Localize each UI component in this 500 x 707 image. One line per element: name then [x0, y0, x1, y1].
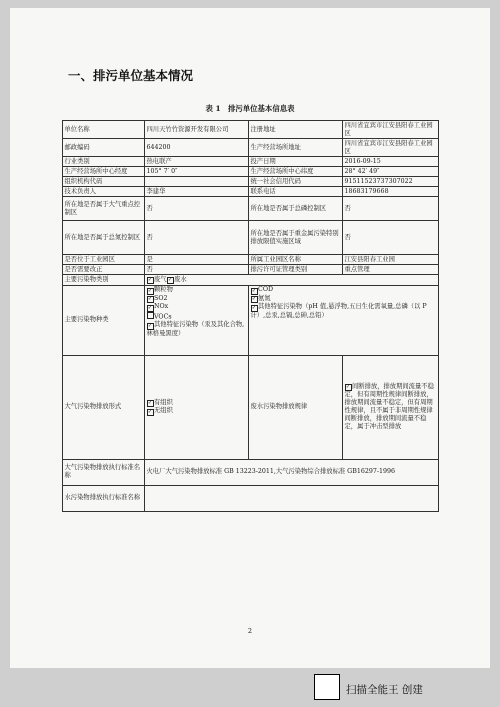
start-date: 2016-09-15 [343, 157, 439, 167]
pollutant-item: 颗粒物 [154, 286, 173, 293]
category-water: 废水 [174, 275, 187, 283]
heavy-metal: 否 [343, 221, 439, 255]
industry: 热电联产 [145, 157, 249, 167]
industrial-park: 是 [145, 255, 249, 265]
phone-label: 联系电话 [249, 187, 343, 197]
checkbox-icon [147, 296, 154, 303]
checkbox-icon [251, 296, 258, 303]
category-gas: 废气 [154, 275, 167, 283]
water-standard [145, 485, 439, 511]
industrial-park-label: 是否位于工业园区 [63, 255, 145, 265]
heavy-metal-label: 所在地是否属于重金属污染特别排放限值实施区域 [249, 221, 343, 255]
credit-code: 91511523737307022 [343, 177, 439, 187]
gas-pollutants [145, 285, 249, 355]
page-number: 2 [247, 627, 253, 635]
industry-label: 行业类别 [63, 157, 145, 167]
table-row [63, 187, 439, 197]
qr-code-icon [314, 674, 340, 700]
site-address: 四川省宜宾市江安县阳春工业园区 [343, 139, 439, 157]
unit-name: 四川天竹竹资源开发有限公司 [145, 121, 249, 139]
phosphorus: 否 [343, 197, 439, 221]
pollutant-item: NOx [154, 303, 169, 310]
park-name-label: 所属工业园区名称 [249, 255, 343, 265]
table-row [63, 485, 439, 511]
postcode: 644200 [145, 139, 249, 157]
checkbox-icon [251, 288, 258, 295]
pollutant-item: COD [258, 286, 274, 293]
main-category-label: 主要污染物类别 [63, 275, 145, 286]
discharge-option: 无组织 [154, 407, 173, 414]
air-standard: 火电厂大气污染物排放标准 GB 13223-2011,大气污染物综合排放标准 GB16297-1996 [145, 459, 439, 485]
scanner-watermark: 扫描全能王 创建 [346, 684, 423, 696]
longitude: 105° 7′ 0″ [145, 167, 249, 177]
water-discharge [343, 355, 439, 459]
start-date-label: 投产日期 [249, 157, 343, 167]
latitude-label: 生产经营场所中心纬度 [249, 167, 343, 177]
longitude-label: 生产经营场所中心经度 [63, 167, 145, 177]
address-label: 注册地址 [249, 121, 343, 139]
table-row [63, 265, 439, 275]
table-row [63, 285, 439, 355]
nitrogen-label: 所在地是否属于总氮控制区 [63, 221, 145, 255]
air-discharge-options [145, 355, 249, 459]
site-address-label: 生产经营场所地址 [249, 139, 343, 157]
tech-lead: 李建华 [145, 187, 249, 197]
table-row [63, 275, 439, 286]
credit-code-label: 统一社会信用代码 [249, 177, 343, 187]
section-title: 一、排污单位基本情况 [68, 68, 194, 83]
checkbox-icon [251, 305, 258, 312]
checkbox-icon [147, 312, 154, 319]
info-table [62, 120, 439, 512]
pollutant-item: SO2 [154, 294, 168, 302]
address: 四川省宜宾市江安县阳春工业园区 [343, 121, 439, 139]
table-caption: 表 1 排污单位基本信息表 [205, 104, 295, 113]
checkbox-icon [147, 400, 154, 407]
pollutant-item: 氨氮 [258, 294, 271, 302]
unit-name-label: 单位名称 [63, 121, 145, 139]
discharge-option: 有组织 [154, 398, 173, 406]
nitrogen: 否 [145, 221, 249, 255]
pollutant-item: 其他特征污染物（汞及其化合物,林格曼黑度） [146, 321, 245, 337]
table-row [63, 157, 439, 167]
water-discharge-text: 间断排放，排放期间流量不稳定，但有周期性规律间断排放，排放期间流量不稳定，但有周期性规律，且不属于非周期性规律间断排放，排放期间流量不稳定，属于冲击型排放 [344, 382, 434, 431]
checkbox-icon [147, 305, 154, 312]
air-key: 否 [145, 197, 249, 221]
postcode-label: 邮政编码 [63, 139, 145, 157]
checkbox-icon [147, 288, 154, 295]
table-row [63, 197, 439, 221]
latitude: 28° 42′ 49″ [343, 167, 439, 177]
table-row [63, 177, 439, 187]
phosphorus-label: 所在地是否属于总磷控制区 [249, 197, 343, 221]
main-pollutants-label: 主要污染物种类 [63, 285, 145, 355]
table-row [63, 167, 439, 177]
air-key-label: 所在地是否属于大气重点控制区 [63, 197, 145, 221]
checkbox-icon [147, 409, 154, 416]
park-name: 江安县阳春工业园 [343, 255, 439, 265]
org-code [145, 177, 249, 187]
water-standard-label: 水污染物排放执行标准名称 [63, 485, 145, 511]
water-pollutants [249, 285, 439, 355]
table-row [63, 355, 439, 459]
pollutant-item: VOCs [154, 313, 172, 320]
table-row [63, 121, 439, 139]
air-discharge-label: 大气污染物排放形式 [63, 355, 145, 459]
tech-lead-label: 技术负责人 [63, 187, 145, 197]
rectify-label: 是否需要改正 [63, 265, 145, 275]
table-row [63, 255, 439, 265]
main-category [145, 275, 439, 286]
rectify: 否 [145, 265, 249, 275]
table-row [63, 459, 439, 485]
table-row [63, 221, 439, 255]
permit-type-label: 排污许可证管理类别 [249, 265, 343, 275]
org-code-label: 组织机构代码 [63, 177, 145, 187]
air-standard-label: 大气污染物排放执行标准名称 [63, 459, 145, 485]
water-discharge-label: 废水污染物排放规律 [249, 355, 343, 459]
phone: 18683179668 [343, 187, 439, 197]
pollutant-item: 其他特征污染物（pH 值,悬浮物,五日生化需氧量,总磷（以 P 计）,总汞,总镉,总砷,总铅） [250, 303, 427, 319]
checkbox-icon [147, 277, 154, 284]
table-row [63, 139, 439, 157]
checkbox-icon [147, 323, 154, 330]
permit-type: 重点管理 [343, 265, 439, 275]
checkbox-icon [167, 277, 174, 284]
